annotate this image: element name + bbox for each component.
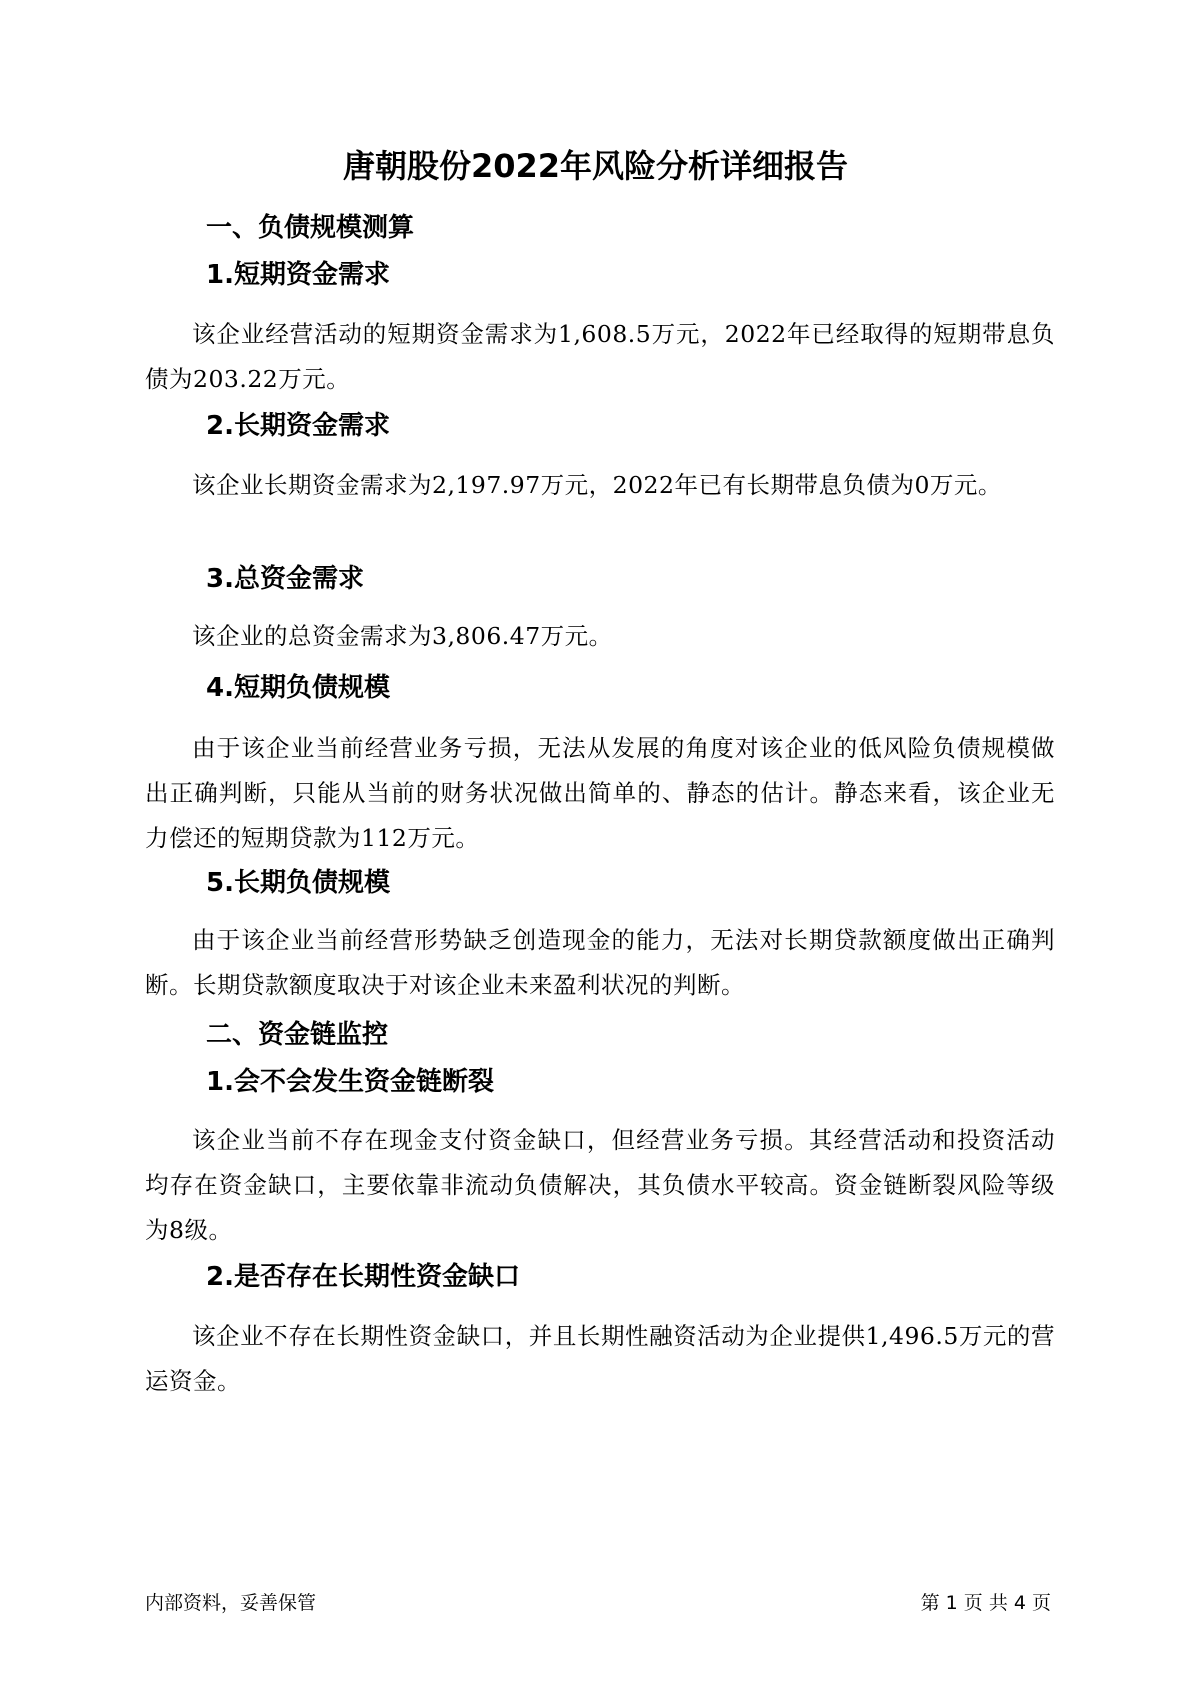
section-heading-debt-scale: 一、负债规模测算	[206, 213, 415, 243]
subsection-heading-total-funding: 3.总资金需求	[206, 564, 364, 594]
paragraph-long-term-funding: 该企业长期资金需求为2,197.97万元，2022年已有长期带息负债为0万元。	[192, 471, 1002, 499]
section-heading-cashflow-monitoring: 二、资金链监控	[206, 1020, 389, 1050]
paragraph-total-funding: 该企业的总资金需求为3,806.47万元。	[192, 622, 613, 650]
subsection-heading-cashflow-break: 1.会不会发生资金链断裂	[206, 1067, 494, 1097]
paragraph-short-term-debt: 由于该企业当前经营业务亏损，无法从发展的角度对该企业的低风险负债规模做出正确判断，只能从当前的财务状况做出简单的、静态的估计。静态来看，该企业无力偿还的短期贷款为112万元。	[145, 734, 1055, 852]
document-title: 唐朝股份2022年风险分析详细报告	[342, 147, 849, 185]
paragraph-long-term-gap: 该企业不存在长期性资金缺口，并且长期性融资活动为企业提供1,496.5万元的营运资金。	[145, 1322, 1055, 1395]
footer-page-number: 第 1 页 共 4 页	[920, 1592, 1051, 1614]
footer-confidential-note: 内部资料，妥善保管	[145, 1592, 317, 1614]
paragraph-cashflow-break: 该企业当前不存在现金支付资金缺口，但经营业务亏损。其经营活动和投资活动均存在资金缺口，主要依靠非流动负债解决，其负债水平较高。资金链断裂风险等级为8级。	[145, 1126, 1055, 1244]
paragraph-long-term-debt: 由于该企业当前经营形势缺乏创造现金的能力，无法对长期贷款额度做出正确判断。长期贷款额度取决于对该企业未来盈利状况的判断。	[145, 926, 1055, 999]
subsection-heading-short-term-debt: 4.短期负债规模	[206, 673, 390, 703]
subsection-heading-short-term-funding: 1.短期资金需求	[206, 260, 390, 290]
subsection-heading-long-term-debt: 5.长期负债规模	[206, 868, 390, 898]
paragraph-short-term-funding: 该企业经营活动的短期资金需求为1,608.5万元，2022年已经取得的短期带息负债为203.22万元。	[145, 320, 1055, 393]
subsection-heading-long-term-gap: 2.是否存在长期性资金缺口	[206, 1262, 520, 1292]
subsection-heading-long-term-funding: 2.长期资金需求	[206, 411, 390, 441]
